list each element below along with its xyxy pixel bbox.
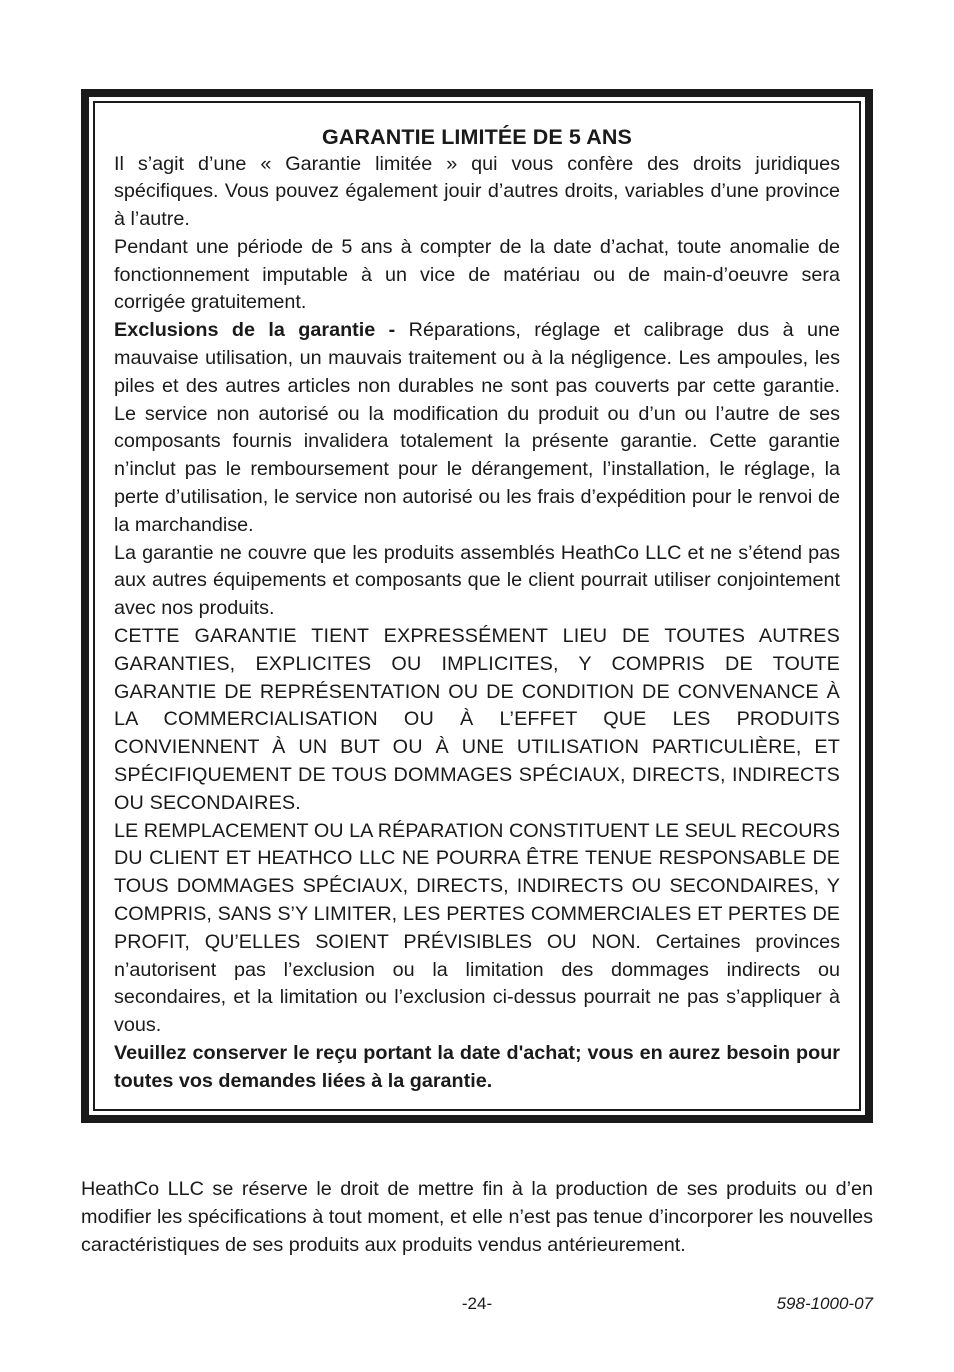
page-number: -24- xyxy=(461,1294,493,1313)
warranty-intro: Il s’agit d’une « Garantie limitée » qui vous confère des droits juridiques spécifiques. Vous pouvez également jouir d’autres droits, variables d’une province à l’autre. xyxy=(114,152,840,231)
warranty-coverage: La garantie ne couvre que les produits assemblés HeathCo LLC et ne s’étend pas aux autres équipements et composants que le client pourrait utiliser conjointement avec nos produits. xyxy=(114,541,840,620)
warranty-content xyxy=(93,101,861,1111)
document-code: 598-1000-07 xyxy=(776,1294,873,1313)
remedy-lower-text: Certaines provinces n’autorisent pas l’exclusion ou la limitation des dommages indirects ou secondaires, et la limitation ou l’exclusion ci-dessus pourrait ne pas s’appliquer à vous. xyxy=(114,930,840,1037)
warranty-box xyxy=(81,89,873,1123)
warranty-remedy xyxy=(114,818,840,1040)
keep-receipt-notice: Veuillez conserver le reçu portant la date d'achat; vous en aurez besoin pour toutes vos demandes liées à la garantie. xyxy=(114,1042,840,1092)
exclusions-text: Réparations, réglage et calibrage dus à une mauvaise utilisation, un mauvais traitement ou à la négligence. Les ampoules, les piles et des autres articles non durables ne sont pas couverts par cette garantie. Le service non autorisé ou la modification du produit ou d’un ou l’autre de ses composants fournis invalidera totalement la présente garantie. Cette garantie n’inclut pas le remboursement pour le dérangement, l’installation, le réglage, la perte d’utilisation, le service non autorisé ou les frais d’expédition pour le renvoi de la marchandise. xyxy=(114,319,841,536)
warranty-title: GARANTIE LIMITÉE DE 5 ANS xyxy=(322,125,632,149)
product-change-notice: HeathCo LLC se réserve le droit de mettre fin à la production de ses produits ou d’en modifier les spécifications à tout moment, et elle n’est pas tenue d’incorporer les nouvelles caractéristiques de ses produits aux produits vendus antérieurement. xyxy=(81,1178,873,1256)
warranty-period: Pendant une période de 5 ans à compter de la date d’achat, toute anomalie de fonctionnement imputable à un vice de matériau ou de main-d’oeuvre sera corrigée gratuitement. xyxy=(114,235,840,314)
warranty-exclusions xyxy=(114,317,840,539)
warranty-disclaimer: CETTE GARANTIE TIENT EXPRESSÉMENT LIEU DE TOUTES AUTRES GARANTIES, EXPLICITES OU IMPLICITES, Y COMPRIS DE TOUTE GARANTIE DE REPRÉSENTATION OU DE CONDITION DE CONVENANCE À LA COMMERCIALISATION OU À L’EFFET QUE LES PRODUITS CONVIENNENT À UN BUT OU À UNE UTILISATION PARTICULIÈRE, ET SPÉCIFIQUEMENT DE TOUS DOMMAGES SPÉCIAUX, DIRECTS, INDIRECTS OU SECONDAIRES. xyxy=(114,625,840,814)
remedy-upper-text: LE REMPLACEMENT OU LA RÉPARATION CONSTITUENT LE SEUL RECOURS DU CLIENT ET HEATHCO LLC NE POURRA ÊTRE TENUE RESPONSABLE DE TOUS DOMMAGES SPÉCIAUX, DIRECTS, INDIRECTS OU SECONDAIRES, Y COMPRIS, SANS S’Y LIMITER, LES PERTES COMMERCIALES ET PERTES DE PROFIT, QU’ELLES SOIENT PRÉVISIBLES OU NON. xyxy=(114,819,840,953)
exclusions-label: Exclusions de la garantie - xyxy=(114,319,396,342)
warranty-box-inner xyxy=(89,97,865,1115)
